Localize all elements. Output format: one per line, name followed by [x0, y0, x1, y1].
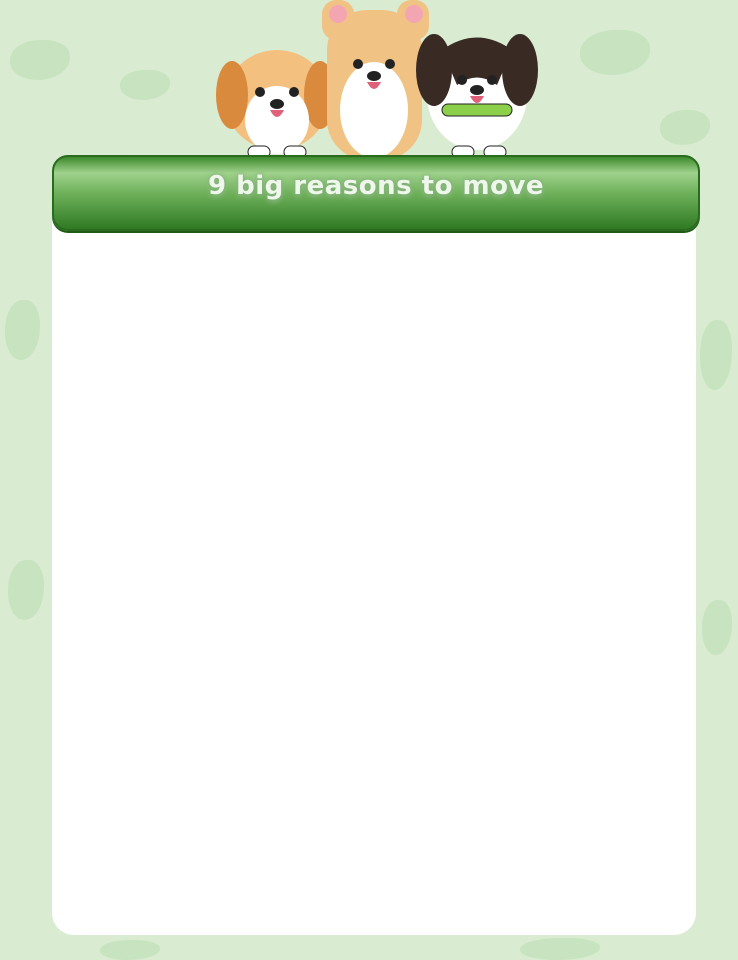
dogs-illustration — [212, 0, 542, 160]
title-banner — [52, 155, 700, 231]
banner-title: 9 big reasons to move — [207, 171, 545, 201]
features-card — [52, 200, 696, 935]
